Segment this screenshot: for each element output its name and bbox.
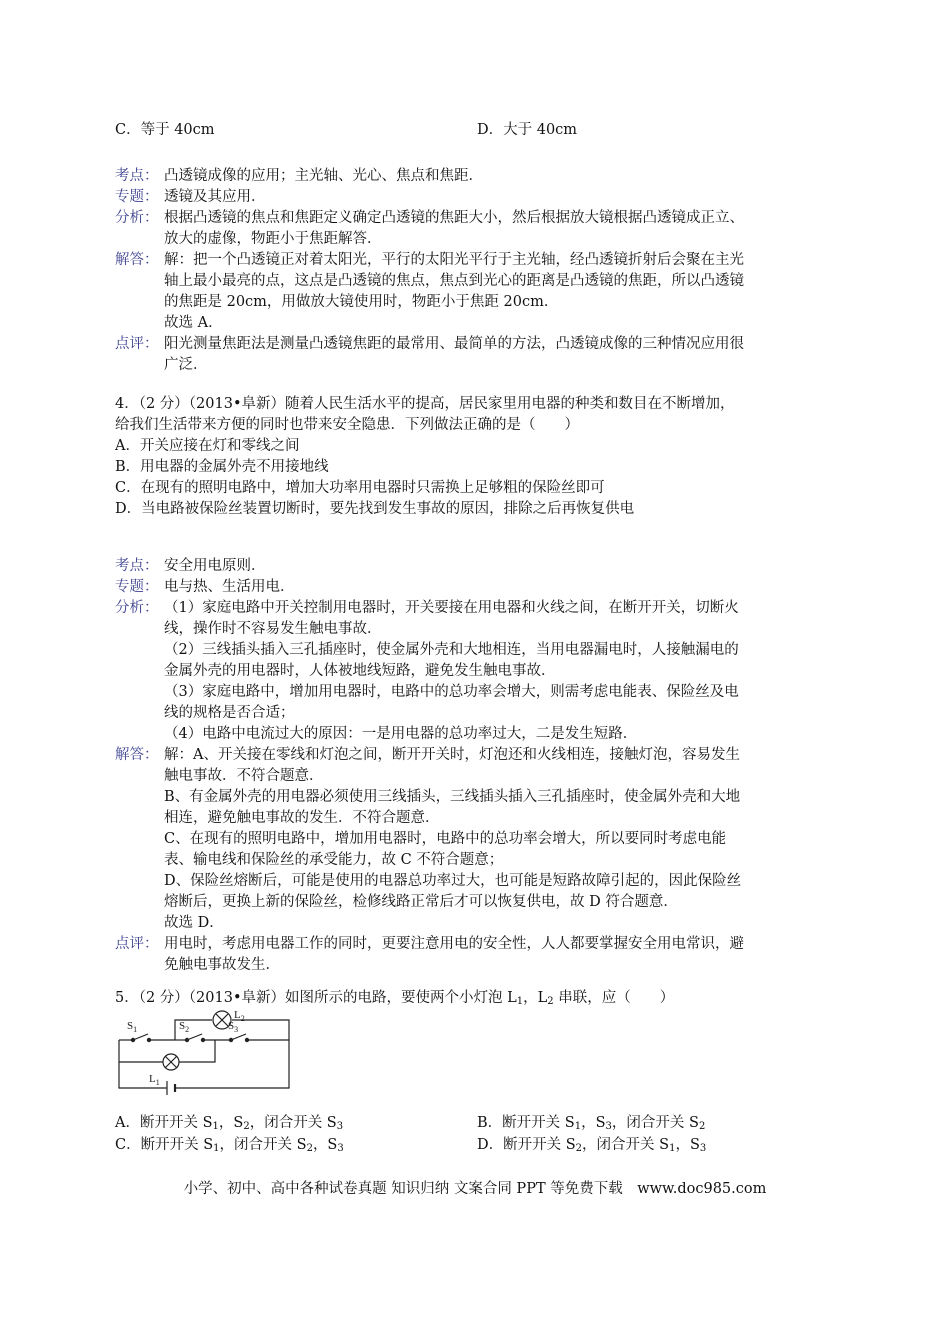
opt-sub: 2 bbox=[306, 1143, 313, 1154]
jieda-line: D、保险丝熔断后，可能是使用的电器总功率过大，也可能是短路故障引起的，因此保险丝 bbox=[164, 873, 742, 889]
opt-part: ，闭合开关 S bbox=[582, 1137, 670, 1153]
opt-sub: 2 bbox=[698, 1121, 706, 1132]
lamp-l1 bbox=[163, 1054, 179, 1070]
kaodian-label: 考点： bbox=[115, 168, 159, 184]
dianping-text bbox=[164, 334, 845, 376]
circuit-wires bbox=[119, 1020, 289, 1088]
kaodian-text: 凸透镜成像的应用；主光轴、光心、焦点和焦距． bbox=[164, 168, 483, 184]
jieda-line: 轴上最小最亮的点，这点是凸透镜的焦点，焦点到光心的距离是凸透镜的焦距，所以凸透镜 bbox=[164, 273, 744, 289]
fenxi-line: 放大的虚像，物距小于焦距解答． bbox=[164, 231, 382, 247]
opt-sub: 3 bbox=[605, 1121, 612, 1132]
jieda-line: 解：A、开关接在零线和灯泡之间，断开开关时，灯泡还和火线相连，接触灯泡，容易发生 bbox=[164, 747, 740, 763]
jieda-text bbox=[164, 745, 845, 934]
q5-stem-part: 5．（2 分）（2013•阜新）如图所示的电路，要使两个小灯泡 L bbox=[115, 990, 517, 1006]
jieda-line: 表、输电线和保险丝的承受能力，故 C 不符合题意； bbox=[164, 852, 504, 868]
fenxi-text bbox=[164, 208, 845, 250]
jieda-line: B、有金属外壳的用电器必须使用三线插头，三线插头插入三孔插座时，使金属外壳和大地 bbox=[164, 789, 741, 805]
jieda-line: 触电事故．不符合题意． bbox=[164, 768, 324, 784]
jieda-line: 的焦距是 20cm，用做放大镜使用时，物距小于焦距 20cm． bbox=[164, 294, 559, 310]
fenxi-line: （3）家庭电路中，增加用电器时，电路中的总功率会增大，则需考虑电能表、保险丝及电 bbox=[164, 684, 739, 700]
label-s2: $S_2$ bbox=[179, 1020, 190, 1034]
q4-option-c: C．在现有的照明电路中，增加大功率用电器时只需换上足够粗的保险丝即可 bbox=[115, 480, 605, 496]
switch-s2 bbox=[185, 1034, 204, 1042]
opt-part: C．断开开关 S bbox=[115, 1137, 214, 1153]
zhuanti-text: 透镜及其应用． bbox=[164, 189, 266, 205]
opt-part: ，S bbox=[312, 1137, 338, 1153]
q4-stem: 4．（2 分）（2013•阜新）随着人民生活水平的提高，居民家里用电器的种类和数目在不断增加， bbox=[115, 396, 735, 412]
opt-part: B．断开开关 S bbox=[477, 1115, 575, 1131]
page-footer: 小学、初中、高中各种试卷真题 知识归纳 文案合同 PPT 等免费下载 www.doc985.com bbox=[183, 1181, 767, 1197]
zhuanti-label: 专题： bbox=[115, 579, 159, 595]
label-s3: $S_3$ bbox=[228, 1020, 239, 1034]
q5-stem-part: 串联，应（ ） bbox=[553, 990, 675, 1006]
battery bbox=[167, 1081, 175, 1095]
q4-option-b: B．用电器的金属外壳不用接地线 bbox=[115, 459, 329, 475]
jieda-line: 解：把一个凸透镜正对着太阳光，平行的太阳光平行于主光轴，经凸透镜折射后会聚在主光 bbox=[164, 252, 744, 268]
opt-sub: 1 bbox=[669, 1143, 676, 1154]
fenxi-line: 根据凸透镜的焦点和焦距定义确定凸透镜的焦距大小，然后根据放大镜根据凸透镜成正立、 bbox=[164, 210, 744, 226]
jieda-label: 解答： bbox=[115, 747, 159, 763]
fenxi-label: 分析： bbox=[115, 210, 159, 226]
opt-sub: 2 bbox=[575, 1143, 583, 1154]
question-4 bbox=[115, 394, 845, 520]
zhuanti-label: 专题： bbox=[115, 189, 159, 205]
opt-sub: 2 bbox=[243, 1121, 250, 1132]
dianping-label: 点评： bbox=[115, 336, 159, 352]
q3-analysis bbox=[115, 166, 845, 376]
fenxi-line: 金属外壳的用电器时，人体被地线短路，避免发生触电事故． bbox=[164, 663, 556, 679]
jieda-label: 解答： bbox=[115, 252, 159, 268]
q5-stem-sub: 2 bbox=[547, 996, 554, 1007]
q3-option-d: D．大于 40cm bbox=[477, 122, 578, 138]
zhuanti-text: 电与热、生活用电． bbox=[164, 579, 295, 595]
opt-part: ，闭合开关 S bbox=[249, 1115, 337, 1131]
opt-sub: 3 bbox=[337, 1143, 344, 1154]
q4-option-d: D．当电路被保险丝装置切断时，要先找到发生事故的原因，排除之后再恢复供电 bbox=[115, 501, 635, 517]
fenxi-line: （4）电路中电流过大的原因：一是用电器的总功率过大，二是发生短路． bbox=[164, 726, 638, 742]
q3-option-c: C．等于 40cm bbox=[115, 122, 215, 138]
dianping-line: 阳光测量焦距法是测量凸透镜焦距的最常用、最简单的方法，凸透镜成像的三种情况应用很 bbox=[164, 336, 744, 352]
jieda-line: 熔断后，更换上新的保险丝，检修线路正常后才可以恢复供电，故 D 符合题意． bbox=[164, 894, 678, 910]
opt-part: ，闭合开关 S bbox=[611, 1115, 699, 1131]
q4-stem: 给我们生活带来方便的同时也带来安全隐患．下列做法正确的是（ ） bbox=[115, 417, 579, 433]
q5-option-c bbox=[115, 1133, 344, 1154]
opt-part: ，S bbox=[218, 1115, 244, 1131]
q5-stem-sub: 1 bbox=[516, 996, 524, 1007]
fenxi-text bbox=[164, 598, 845, 745]
opt-part: D．断开开关 S bbox=[477, 1137, 576, 1153]
switch-s3 bbox=[229, 1034, 248, 1042]
dianping-line: 用电时，考虑用电器工作的同时，更要注意用电的安全性，人人都要掌握安全用电常识，避 bbox=[164, 936, 744, 952]
q5-stem bbox=[115, 986, 674, 1007]
opt-part: ，S bbox=[581, 1115, 606, 1131]
jieda-text bbox=[164, 250, 845, 334]
fenxi-line: 线，操作时不容易发生触电事故． bbox=[164, 621, 382, 637]
dianping-line: 广泛． bbox=[164, 357, 208, 373]
opt-sub: 3 bbox=[336, 1121, 344, 1132]
q5-option-b bbox=[477, 1111, 705, 1132]
q4-analysis bbox=[115, 556, 845, 976]
opt-part: ，闭合开关 S bbox=[219, 1137, 307, 1153]
fenxi-label: 分析： bbox=[115, 600, 159, 616]
dianping-label: 点评： bbox=[115, 936, 159, 952]
jieda-line: 故选 A． bbox=[164, 315, 223, 331]
kaodian-label: 考点： bbox=[115, 558, 159, 574]
fenxi-line: （2）三线插头插入三孔插座时，使金属外壳和大地相连，当用电器漏电时，人接触漏电的 bbox=[164, 642, 739, 658]
q5-stem-part: ，L bbox=[523, 990, 548, 1006]
q5-option-a bbox=[115, 1111, 343, 1132]
kaodian-text: 安全用电原则． bbox=[164, 558, 266, 574]
switch-s1 bbox=[131, 1034, 150, 1042]
q4-option-a: A．开关应接在灯和零线之间 bbox=[115, 438, 300, 454]
fenxi-line: 线的规格是否合适； bbox=[164, 705, 295, 721]
label-l2: $L_2$ bbox=[234, 1010, 245, 1023]
opt-sub: 3 bbox=[699, 1143, 707, 1154]
opt-sub: 1 bbox=[213, 1143, 220, 1154]
label-l1: $L_1$ bbox=[149, 1073, 160, 1087]
circuit-diagram bbox=[115, 1010, 295, 1100]
dianping-line: 免触电事故发生． bbox=[164, 957, 280, 973]
opt-sub: 1 bbox=[212, 1121, 219, 1132]
jieda-line: 相连，避免触电事故的发生．不符合题意． bbox=[164, 810, 440, 826]
opt-part: ，S bbox=[675, 1137, 700, 1153]
opt-part: A．断开开关 S bbox=[115, 1115, 213, 1131]
jieda-line: 故选 D． bbox=[164, 915, 224, 931]
q5-option-d bbox=[477, 1133, 706, 1154]
fenxi-line: （1）家庭电路中开关控制用电器时，开关要接在用电器和火线之间，在断开开关，切断火 bbox=[164, 600, 739, 616]
opt-sub: 1 bbox=[574, 1121, 582, 1132]
jieda-line: C、在现有的照明电路中，增加用电器时，电路中的总功率会增大，所以要同时考虑电能 bbox=[164, 831, 727, 847]
label-s1: $S_1$ bbox=[127, 1020, 138, 1034]
dianping-text bbox=[164, 934, 845, 976]
